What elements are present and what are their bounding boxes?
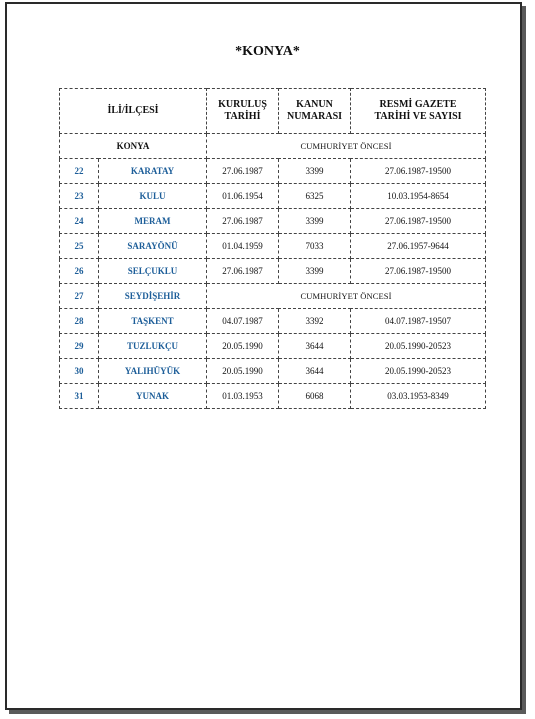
table-row <box>60 184 486 209</box>
table-row <box>60 259 486 284</box>
gazette-info: 10.03.1954-8654 <box>351 184 486 209</box>
gazette-info: 20.05.1990-20523 <box>351 359 486 384</box>
table-row <box>60 384 486 409</box>
row-number: 25 <box>60 234 99 259</box>
law-number: 3399 <box>279 259 351 284</box>
law-number: 7033 <box>279 234 351 259</box>
founded-date: 20.05.1990 <box>207 334 279 359</box>
founded-date: 27.06.1987 <box>207 159 279 184</box>
table-row <box>60 334 486 359</box>
row-number: 30 <box>60 359 99 384</box>
header-founded: KURULUŞ TARİHİ <box>207 89 279 134</box>
district-name: YALIHÜYÜK <box>99 359 207 384</box>
gazette-info: 27.06.1957-9644 <box>351 234 486 259</box>
founded-date: 27.06.1987 <box>207 259 279 284</box>
table-header-row <box>60 89 486 134</box>
header-name: İLİ/İLÇESİ <box>60 89 207 134</box>
district-name: SEYDİŞEHİR <box>99 284 207 309</box>
row-number: 31 <box>60 384 99 409</box>
table-row <box>60 159 486 184</box>
gazette-info: 27.06.1987-19500 <box>351 209 486 234</box>
row-number: 23 <box>60 184 99 209</box>
province-note: CUMHURİYET ÖNCESİ <box>207 134 486 159</box>
table-row <box>60 234 486 259</box>
district-name: TUZLUKÇU <box>99 334 207 359</box>
gazette-info: 27.06.1987-19500 <box>351 159 486 184</box>
table-row <box>60 284 486 309</box>
gazette-info: 04.07.1987-19507 <box>351 309 486 334</box>
law-number: 3392 <box>279 309 351 334</box>
row-number: 29 <box>60 334 99 359</box>
table-row <box>60 209 486 234</box>
founded-date: 27.06.1987 <box>207 209 279 234</box>
district-note: CUMHURİYET ÖNCESİ <box>207 284 486 309</box>
district-name: SELÇUKLU <box>99 259 207 284</box>
gazette-info: 27.06.1987-19500 <box>351 259 486 284</box>
law-number: 3644 <box>279 334 351 359</box>
gazette-info: 20.05.1990-20523 <box>351 334 486 359</box>
founded-date: 01.06.1954 <box>207 184 279 209</box>
district-name: SARAYÖNÜ <box>99 234 207 259</box>
page-title: *KONYA* <box>235 44 300 59</box>
founded-date: 01.03.1953 <box>207 384 279 409</box>
table-row <box>60 309 486 334</box>
founded-date: 01.04.1959 <box>207 234 279 259</box>
header-gazette: RESMİ GAZETE TARİHİ VE SAYISI <box>351 89 486 134</box>
row-number: 27 <box>60 284 99 309</box>
row-number: 26 <box>60 259 99 284</box>
province-row <box>60 134 486 159</box>
law-number: 3399 <box>279 209 351 234</box>
founded-date: 20.05.1990 <box>207 359 279 384</box>
district-name: TAŞKENT <box>99 309 207 334</box>
law-number: 3399 <box>279 159 351 184</box>
province-name: KONYA <box>60 134 207 159</box>
law-number: 6325 <box>279 184 351 209</box>
row-number: 24 <box>60 209 99 234</box>
header-law: KANUN NUMARASI <box>279 89 351 134</box>
gazette-info: 03.03.1953-8349 <box>351 384 486 409</box>
row-number: 28 <box>60 309 99 334</box>
district-name: KULU <box>99 184 207 209</box>
district-name: MERAM <box>99 209 207 234</box>
district-name: YUNAK <box>99 384 207 409</box>
districts-table <box>59 88 486 409</box>
table-row <box>60 359 486 384</box>
law-number: 3644 <box>279 359 351 384</box>
founded-date: 04.07.1987 <box>207 309 279 334</box>
row-number: 22 <box>60 159 99 184</box>
district-name: KARATAY <box>99 159 207 184</box>
law-number: 6068 <box>279 384 351 409</box>
